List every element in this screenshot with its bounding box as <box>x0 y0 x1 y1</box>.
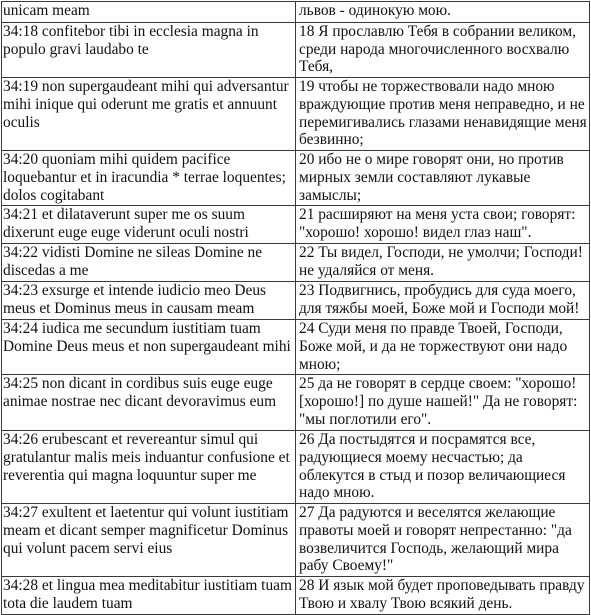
russian-cell: 22 Ты видел, Господи, не умолчи; Господи! не удаляйся от меня. <box>296 244 590 282</box>
latin-cell: 34:26 erubescant et revereantur simul qui gratulantur malis meis induantur confusione et reverentia qui magna loquuntur super me <box>2 431 296 504</box>
latin-cell: 34:28 et lingua mea meditabitur iustitiam tuam tota die laudem tuam <box>2 577 296 614</box>
latin-cell: unicam meam <box>2 2 296 23</box>
latin-cell: 34:22 vidisti Domine ne sileas Domine ne discedas a me <box>2 244 296 282</box>
latin-cell: 34:27 exultent et laetentur qui volunt iustitiam meam et dicant semper magnificetur Dominus qui volunt pacem servi eius <box>2 504 296 577</box>
table-row <box>2 244 590 282</box>
russian-cell: 23 Подвигнись, пробудись для суда моего, для тяжбы моей, Боже мой и Господи мой! <box>296 282 590 320</box>
latin-cell: 34:23 exsurge et intende iudicio meo Deus meus et Dominus meus in causam meam <box>2 282 296 320</box>
table-row <box>2 282 590 320</box>
russian-cell: 18 Я прославлю Тебя в собрании великом, среди народа многочисленного восхвалю Тебя, <box>296 23 590 78</box>
table-row <box>2 2 590 23</box>
russian-cell: 27 Да радуются и веселятся желающие правоты моей и говорят непрестанно: "да возвеличится Господь, желающий мира рабу Своему!" <box>296 504 590 577</box>
table-body <box>2 2 590 615</box>
russian-cell: 24 Суди меня по правде Твоей, Господи, Боже мой, и да не торжествуют они надо мною; <box>296 320 590 375</box>
latin-cell: 34:21 et dilataverunt super me os suum dixerunt euge euge viderunt oculi nostri <box>2 206 296 244</box>
russian-cell: 26 Да постыдятся и посрамятся все, радующиеся моему несчастью; да облекутся в стыд и позор величающиеся надо мною. <box>296 431 590 504</box>
table-row <box>2 577 590 614</box>
table-row <box>2 375 590 431</box>
table-row <box>2 504 590 577</box>
russian-cell: 19 чтобы не торжествовали надо мною враждующие против меня неправедно, и не перемигивались глазами ненавидящие меня безвинно; <box>296 78 590 151</box>
latin-cell: 34:19 non supergaudeant mihi qui adversantur mihi inique qui oderunt me gratis et annuunt oculis <box>2 78 296 151</box>
russian-cell: 21 расширяют на меня уста свои; говорят: "хорошо! хорошо! видел глаз наш". <box>296 206 590 244</box>
russian-cell: 20 ибо не о мире говорят они, но против мирных земли составляют лукавые замыслы; <box>296 151 590 206</box>
latin-cell: 34:25 non dicant in cordibus suis euge euge animae nostrae nec dicant devoravimus eum <box>2 375 296 431</box>
russian-cell: львов - одинокую мою. <box>296 2 590 23</box>
russian-cell: 25 да не говорят в сердце своем: "хорошо! [хорошо!] по душе нашей!" Да не говорят: "мы поглотили его". <box>296 375 590 431</box>
table-row <box>2 151 590 206</box>
latin-cell: 34:20 quoniam mihi quidem pacifice loquebantur et in iracundia * terrae loquentes; dolos cogitabant <box>2 151 296 206</box>
table-row <box>2 431 590 504</box>
table-row <box>2 206 590 244</box>
latin-cell: 34:24 iudica me secundum iustitiam tuam Domine Deus meus et non supergaudeant mihi <box>2 320 296 375</box>
table-row <box>2 320 590 375</box>
parallel-text-table <box>1 1 590 615</box>
russian-cell: 28 И язык мой будет проповедывать правду Твою и хвалу Твою всякий день. <box>296 577 590 614</box>
table-row <box>2 78 590 151</box>
latin-cell: 34:18 confitebor tibi in ecclesia magna in populo gravi laudabo te <box>2 23 296 78</box>
table-row <box>2 23 590 78</box>
